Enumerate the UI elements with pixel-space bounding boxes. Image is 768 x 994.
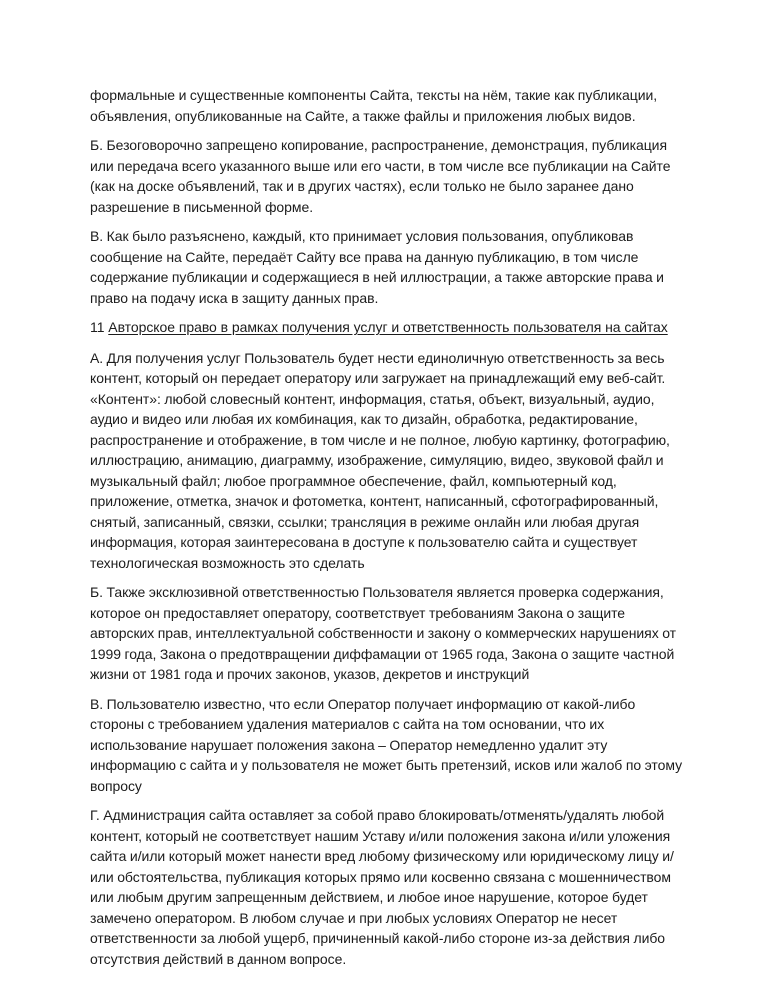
paragraph-top-fragment: формальные и существенные компоненты Сайта, тексты на нём, такие как публикации, объявления, опубликованные на Сайте, а также файлы и приложения любых видов.: [90, 87, 658, 124]
paragraph-b-copy-prohibition: Б. Безоговорочно запрещено копирование, распространение, демонстрация, публикация или передача всего указанного выше или его части, в том числе все публикации на Сайте (как на доске объявлений, так и в других частях), если только не было заранее дано разрешение в письменной форме.: [90, 137, 671, 215]
paragraph-b-law-compliance: Б. Также эксклюзивной ответственностью Пользователя является проверка содержания, которое он предоставляет оператору, соответствует требованиям Закона о защите авторских прав, интеллектуальной собственности и закону о коммерческих нарушениях от 1999 года, Закона о предотвращении диффамации от 1965 года, Закона о защите частной жизни от 1981 года и прочих законов, указов, декретов и инструкций: [90, 584, 676, 682]
paragraph-a-content-responsibility: А. Для получения услуг Пользователь будет нести единоличную ответственность за весь контент, который он передает оператору или загружает на принадлежащий ему веб-сайт. «Контент»: любой словесный контент, информация, статья, объект, визуальный, аудио, аудио и видео или любая их комбинация, как то дизайн, обработка, редактирование, распространение и отображение, в том числе и не полное, любую картинку, фотографию, иллюстрацию, анимацию, диаграмму, изображение, симуляцию, видео, звуковой файл и музыкальный файл; любое программное обеспечение, файл, компьютерный код, приложение, отметка, значок и фотометка, контент, написанный, сфотографированный, снятый, записанный, связки, ссылки; трансляция в режиме онлайн или любая другая информация, которая заинтересована в доступе к пользователю сайта и существует технологическая возможность это сделать: [90, 349, 670, 571]
document-body: [90, 85, 692, 969]
section-11-heading: [90, 317, 692, 338]
paragraph-v-takedown: В. Пользователю известно, что если Оператор получает информацию от какой-либо стороны с требованием удаления материалов с сайта на том основании, что их использование нарушает положения закона – Оператор немедленно удалит эту информацию с сайта и у пользователя не может быть претензий, исков или жалоб по этому вопросу: [90, 695, 683, 794]
paragraph-g-moderation: Г. Администрация сайта оставляет за собой право блокировать/отменять/удалять любой контент, который не соответствует нашим Уставу и/или положения закона и/или уложения сайта и/или который может нанести вред любому физическому или юридическому лицу и/или обстоятельства, публикация которых прямо или косвенно связана с мошенничеством или любым другим запрещенным действием, и любое иное нарушение, которое будет замечено оператором. В любом случае и при любых условиях Оператор не несет ответственности за любой ущерб, причиненный какой-либо стороне из-за действия либо отсутствия действий в данном вопросе.: [90, 807, 674, 967]
section-number: 11: [90, 319, 109, 335]
section-title: Авторское право в рамках получения услуг и ответственность пользователя на сайтах: [108, 319, 668, 335]
paragraph-v-rights-transfer: В. Как было разъяснено, каждый, кто принимает условия пользования, опубликовав сообщение на Сайте, передаёт Сайту все права на данную публикацию, в том числе содержание публикации и содержащиеся в ней иллюстрации, а также авторские права и право на подачу иска в защиту данных прав.: [90, 228, 664, 306]
